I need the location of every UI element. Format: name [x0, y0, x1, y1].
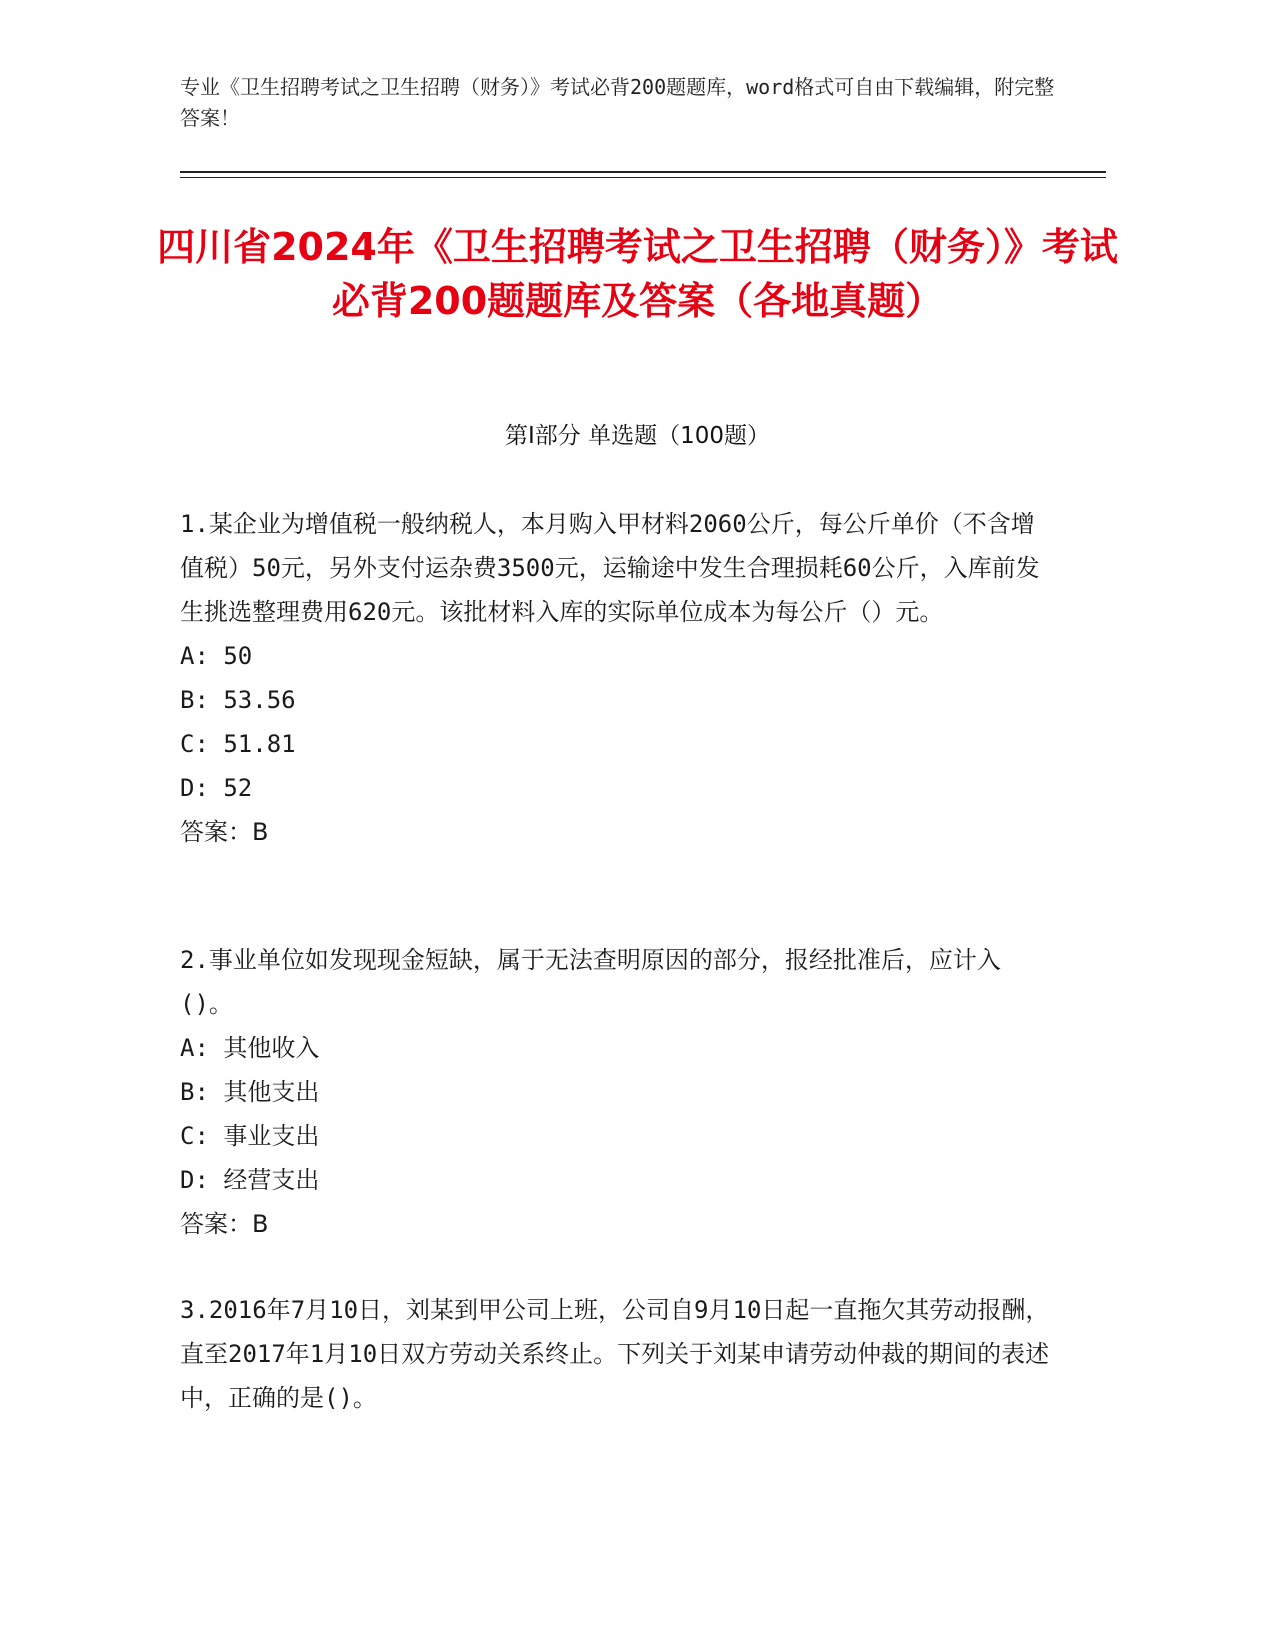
option-a: A: 50 — [180, 642, 253, 670]
question-2 — [180, 938, 1050, 1246]
option-c: C: 事业支出 — [180, 1122, 320, 1150]
option-c: C: 51.81 — [180, 730, 296, 758]
option-d: D: 52 — [180, 774, 253, 802]
header-divider-thin — [180, 177, 1106, 178]
section-heading: 第I部分 单选题（100题） — [505, 423, 770, 449]
option-d: D: 经营支出 — [180, 1166, 320, 1194]
question-stem: 2.事业单位如发现现金短缺，属于无法查明原因的部分，报经批准后，应计入()。 — [180, 946, 1001, 1018]
document-title: 四川省2024年《卫生招聘考试之卫生招聘（财务）》考试必背200题题库及答案（各地真题） — [157, 225, 1118, 323]
header-divider-thick — [180, 171, 1106, 173]
answer: 答案：B — [180, 1210, 269, 1238]
header-note: 专业《卫生招聘考试之卫生招聘（财务）》考试必背200题题库，word格式可自由下载编辑，附完整答案！ — [180, 75, 1055, 130]
question-stem: 1.某企业为增值税一般纳税人，本月购入甲材料2060公斤，每公斤单价（不含增值税）50元，另外支付运杂费3500元，运输途中发生合理损耗60公斤，入库前发生挑选整理费用620元。该批材料入库的实际单位成本为每公斤（）元。 — [180, 510, 1040, 626]
question-stem: 3.2016年7月10日，刘某到甲公司上班，公司自9月10日起一直拖欠其劳动报酬，直至2017年1月10日双方劳动关系终止。下列关于刘某申请劳动仲裁的期间的表述中，正确的是()。 — [180, 1296, 1050, 1412]
option-b: B: 53.56 — [180, 686, 296, 714]
answer: 答案：B — [180, 818, 269, 846]
question-1 — [180, 502, 1050, 854]
question-3 — [180, 1288, 1050, 1420]
option-b: B: 其他支出 — [180, 1078, 320, 1106]
option-a: A: 其他收入 — [180, 1034, 320, 1062]
